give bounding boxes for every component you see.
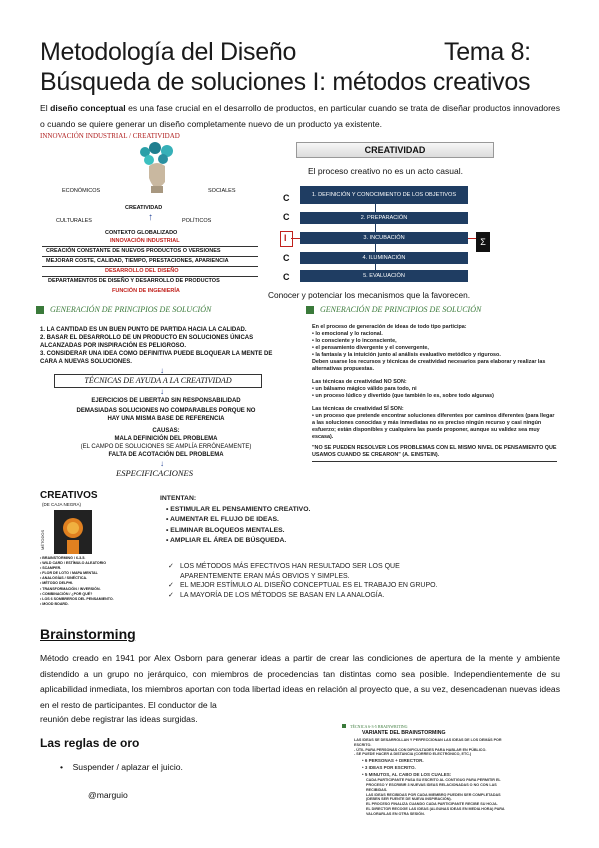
si-text: un proceso que pretende encontrar soluciones diferentes por caminos diferentes (para llegar a las soluciones conocidas y más inmediatas no es preciso ningún recurso y casi ningún esfuerzo; están disponibles y cualquiera las puede proponer, aunque su validez sea muy escasa). [312,413,555,440]
intentan-item: • AUMENTAR EL FLUJO DE IDEAS. [166,516,279,523]
intentan-title: INTENTAN: [160,495,197,502]
label-funcion: FUNCIÓN DE INGENIERÍA [112,288,180,294]
label-especificaciones: ESPECIFICACIONES [116,468,193,478]
brainwriting-text: LAS IDEAS SE DESARROLLAN Y PERFECCIONAN LAS IDEAS DE LOS DEMÁS POR ESCRITO. - ÚTIL PARA PERSONAS CON DIFICULTADES PARA HABLAR EN PÚBLICO. - SE PUEDE HACER A DISTANCIA (CORREO ELECTRÓNICO, ETC.) • 6 PERSONAS + DIRECTOR. • 3 IDEAS POR ESCRITO. • 5 MINUTOS, AL CABO DE LOS CUALES: CADA PARTICIPANTE PASA SU ESCRITO AL CONTIGUO PARA PERMITIR EL PROCESO Y ESCRIBIR 3 NUEVAS IDEAS RELACIONADAS O NO CON LAS RECIBIDAS. LAS IDEAS RECIBIDAS POR CADA MIEMBRO PUEDEN SER COMPLETADAS (DEBEN SER FUENTE DE NUEVA INSPIRACIÓN). EL PROCESO FINALIZA CUANDO CADA PARTICIPANTE RECIBE SU HOJA. EL DIRECTOR RECOGE LAS IDEAS (ALGUNAS IDEAS EN MEDIA HORA) PARA VALORARLAS EN OTRA SESIÓN. [354,738,514,817]
brainwriting-box [340,724,520,842]
principles-list [40,326,290,366]
intro-rest: es una fase crucial en el desarrollo de productos, en particular cuando se trata de diseñar productos innovadores o cuando se quiere generar un diseño completamente nuevo de un producto ya existente. [40,103,561,129]
step-letter-2: C [283,212,290,222]
green-marker [306,306,314,314]
step-letter-3: I [284,233,287,243]
methods-item: • MOOD BOARD. [40,601,69,606]
methods-item: • ANALOGÍAS / SINÉCTICA. [40,576,88,581]
methods-item-text: FLOR DE LOTO / MAPA MENTAL [42,571,98,576]
page-title-line1: Metodología del Diseño [40,38,297,66]
methods-item: • BRAINSTORMING / 6-3-5. [40,556,86,560]
label-demasiadas: DEMASIADAS SOLUCIONES NO COMPARABLES PORQUE NO HAY UNA MISMA BASE DE REFERENCIA [76,408,256,422]
methods-side-label: MÉTODOS [40,529,45,550]
intentan-item: • AMPLIAR EL ÁREA DE BÚSQUEDA. [166,537,287,544]
conclusion-item [168,581,568,591]
generation-bullet-text: lo consciente y lo inconsciente, [315,338,397,344]
conclusion-text: LOS MÉTODOS MÁS EFECTIVOS HAN RESULTADO SER LOS QUE APARENTEMENTE ERAN MÁS OBVIOS Y SIMPLES. [180,563,400,580]
brainwriting-line: LAS IDEAS RECIBIDAS POR CADA MIEMBRO PUEDEN SER COMPLETADAS (DEBEN SER FUENTE DE NUEVA INSPIRACIÓN). [366,792,501,802]
creativos-subtitle: (DE CAJA NEGRA) [42,502,82,507]
step-letter-5: C [283,272,290,282]
incubation-pointer-line [291,238,300,239]
si-label: Las técnicas de creatividad SÍ SON: [312,406,404,412]
noson-text: un proceso lúdico y divertido (que también lo es, sobre todo algunas) [315,393,494,399]
generation-bullet: • lo consciente y lo inconsciente, [312,338,397,344]
label-campo: (EL CAMPO DE SOLUCIONES SE AMPLÍA ERRÓNEAMENTE) [80,444,252,450]
methods-item-text: ANALOGÍAS / SINÉCTICA. [42,576,88,581]
label-innovacion: INNOVACIÓN INDUSTRIAL [110,238,180,244]
label-politicos: POLÍTICOS [182,218,212,224]
label-desarrollo: DESARROLLO DEL DISEÑO [105,268,179,274]
intentan-item-text: ELIMINAR BLOQUEOS MENTALES. [170,526,285,534]
methods-item-text: BRAINSTORMING / 6-3-5. [42,556,86,560]
intentan-item-text: AMPLIAR EL ÁREA DE BÚSQUEDA. [170,537,287,544]
methods-item-text: COMBINACIÓN / ¿POR QUÉ? [42,591,93,596]
check-icon: ✓ [168,563,174,570]
intentan-item-text: AUMENTAR EL FLUJO DE IDEAS. [170,516,279,523]
brainstorming-paragraph-end: reunión debe registrar las ideas surgidas. [40,714,198,724]
intentan-item-text: ESTIMULAR EL PENSAMIENTO CREATIVO. [170,505,311,513]
quote-author: (A. EINSTEIN). [402,452,440,458]
intro-paragraph [40,100,560,132]
intro-lead: El [40,103,51,113]
intentan-item: • ESTIMULAR EL PENSAMIENTO CREATIVO. [166,505,311,513]
principle-2: 2. BASAR EL DESARROLLO DE UN PRODUCTO EN SOLUCIONES ÚNICAS ALCANZADAS POR INSPIRACIÓN ES PELIGROSO. [40,335,254,349]
einstein-quote [312,445,557,462]
methods-item: • TRANSFORMACIÓN / INVERSIÓN. [40,586,101,591]
principle-3: 3. CONSIDERAR UNA IDEA COMO DEFINITIVA PUEDE BLOQUEAR LA MENTE DE CARA A NUEVAS SOLUCIONES. [40,351,273,365]
divider [42,246,258,247]
principle-1: 1. LA CANTIDAD ES UN BUEN PUNTO DE PARTIDA HACIA LA CALIDAD. [40,327,247,333]
noson-label: Las técnicas de creatividad NO SON: [312,379,407,385]
brainwriting-line: 5 MINUTOS, AL CABO DE LOS CUALES: [364,772,452,778]
generation-text [312,324,557,462]
creativos-title: CREATIVOS [40,490,98,501]
brainstorming-heading: Brainstorming [40,626,136,642]
brainwriting-tag: TÉCNICA 6-3-5 BRAINWRITING [350,724,408,729]
intentan-box [160,494,400,547]
brainwriting-line: EL DIRECTOR RECOGE LAS IDEAS (ALGUNAS IDEAS EN MEDIA HORA) PARA VALORARLAS EN OTRA SESIÓN. [366,806,505,816]
noson-bullet: • un proceso lúdico y divertido (que también lo es, sobre todo algunas) [312,393,494,399]
generation-bullet: • lo emocional y lo racional. [312,331,383,337]
creativity-footer: Conocer y potenciar los mecanismos que la favorecen. [268,290,470,300]
step-preparacion: 2. PREPARACIÓN [300,212,468,224]
rule-text: Suspender / aplazar el juicio. [72,762,183,772]
step-incubacion: 3. INCUBACIÓN [300,232,468,244]
brainstorming-paragraph: Método creado en 1941 por Alex Osborn para generar ideas a partir de crear las condiciones de apertura de la mente y ambiente distendido a un grupo no jerárquico, con miembros de procedencias tan distintas como sea posible. Independientemente de su aplicabilidad inmediata, los miembros aportan con toda libertad ideas en relación al proyecto que, a su vez, desencadenan nuevas ideas en el resto de participantes. El conductor de la [40,653,560,710]
label-departamentos: DEPARTAMENTOS DE DISEÑO Y DESARROLLO DE PRODUCTOS [48,278,220,284]
methods-item-text: TRANSFORMACIÓN / INVERSIÓN. [42,586,101,591]
label-causas: CAUSAS: [152,428,180,434]
methods-item-text: SCAMPER. [42,566,62,571]
generation-bullet-text: lo emocional y lo racional. [315,331,383,337]
conclusion-text: LA MAYORÍA DE LOS MÉTODOS SE BASAN EN LA ANALOGÍA. [180,591,385,599]
divider [42,276,258,277]
generation-bullet: • el pensamiento divergente y el convergente, [312,345,429,351]
down-arrow-icon: ↓ [160,366,164,375]
innovation-diagram-title: INNOVACIÓN INDUSTRIAL / CREATIVIDAD [40,132,180,140]
incubation-pointer-line-right [468,238,476,239]
noson-text: un bálsamo mágico válido para todo, ni [315,386,417,392]
label-economicos: ECONÓMICOS [62,188,101,194]
generation-bullet-text: el pensamiento divergente y el convergente, [315,345,429,351]
step-letter-1: C [283,193,290,203]
page-title-line2: Búsqueda de soluciones I: métodos creativos [40,68,531,96]
label-sociales: SOCIALES [208,188,236,194]
innovation-diagram [40,132,262,304]
conclusion-item [168,591,568,601]
step-letter-4: C [283,253,290,263]
conclusions-box [168,562,568,600]
brainwriting-line: SE PUEDE HACER A DISTANCIA (CORREO ELECTRÓNICO, ETC.) [356,752,472,757]
up-arrow-icon: ↑ [148,212,153,223]
label-creacion: CREACIÓN CONSTANTE DE NUEVOS PRODUCTOS O VERSIONES [46,248,221,254]
methods-item-text: MOOD BOARD. [42,601,69,606]
creative-methods-box [40,490,144,608]
methods-item-text: WILD CARD / ESTÍMULO ALEATORIO [42,561,107,566]
methods-item-text: MÉTODO DELPHI. [42,581,74,586]
intro-bold-term: diseño conceptual [50,103,126,113]
methods-item: • LOS 6 SOMBREROS DEL PENSAMIENTO. [40,596,114,601]
methods-item: • COMBINACIÓN / ¿POR QUÉ? [40,591,93,596]
generation-bullet-text: la fantasía y la intuición junto al análisis evaluativo metódico y riguroso. [315,352,501,358]
creative-head-image [135,142,179,194]
conclusion-text: EL MEJOR ESTÍMULO AL DISEÑO CONCEPTUAL ES EL TRABAJO EN GRUPO. [180,582,438,589]
divider [42,256,258,257]
label-falta: FALTA DE ACOTACIÓN DEL PROBLEMA [108,452,224,458]
section-title: GENERACIÓN DE PRINCIPIOS DE SOLUCIÓN [50,305,212,314]
generation-principles-right [306,304,570,484]
green-marker [36,306,44,314]
brainwriting-title: VARIANTE DEL BRAINSTORMING [362,730,446,736]
rule-bullet: • Suspender / aplazar el juicio. [60,762,183,772]
methods-item: • SCAMPER. [40,566,62,571]
topic-number: Tema 8: [444,38,531,66]
divider [42,266,258,267]
si-bullet: • un proceso que pretende encontrar soluciones diferentes por caminos diferentes (para llegar a las soluciones conocidas y más inmediatas no es preciso ningún recurso y casi ningún esfuerzo; están disponibles y cualquiera las puede proponer, aunque su validez sea muy escasa). [312,413,555,440]
generation-principles-left [36,304,298,482]
methods-item: • MÉTODO DELPHI. [40,581,74,586]
label-contexto: CONTEXTO GLOBALIZADO [105,230,178,236]
step-definicion: 1. DEFINICIÓN Y CONOCIMIENTO DE LOS OBJETIVOS [300,186,468,204]
black-box-head-image [54,510,92,554]
label-creatividad: CREATIVIDAD [125,205,163,211]
rules-heading: Las reglas de oro [40,736,140,750]
methods-item: • FLOR DE LOTO / MAPA MENTAL [40,571,98,576]
generation-bullet: • la fantasía y la intuición junto al análisis evaluativo metódico y riguroso. [312,352,501,358]
generation-intro: En el proceso de generación de ideas de todo tipo participa: [312,324,467,330]
check-icon: ✓ [168,591,174,599]
methods-item-text: LOS 6 SOMBREROS DEL PENSAMIENTO. [42,596,114,601]
green-marker [342,724,346,728]
brainwriting-line: 6 PERSONAS + DIRECTOR. [364,758,424,764]
conclusion-item [168,562,568,581]
quote-text: "NO SE PUEDEN RESOLVER LOS PROBLEMAS CON EL MISMO NIVEL DE PENSAMIENTO QUE USAMOS CUANDO SE CREARON" [312,445,557,458]
check-icon: ✓ [168,582,174,589]
generation-resources: Deben usarse los recursos y técnicas de creatividad necesarios para elaborar y realizar las alternativas propuestas. [312,359,546,372]
label-culturales: CULTURALES [56,218,92,224]
sigma-logo-icon: Σ [476,232,490,252]
brainwriting-line: CADA PARTICIPANTE PASA SU ESCRITO AL CONTIGUO PARA PERMITIR EL PROCESO Y ESCRIBIR 3 NUEVAS IDEAS RELACIONADAS O NO CON LAS RECIBIDAS. [366,778,501,792]
section-title: GENERACIÓN DE PRINCIPIOS DE SOLUCIÓN [320,305,482,314]
methods-item: • WILD CARD / ESTÍMULO ALEATORIO [40,561,107,566]
creativity-title-box: CREATIVIDAD [296,142,494,158]
brainwriting-line: 3 IDEAS POR ESCRITO. [364,765,416,771]
creativity-subtitle: El proceso creativo no es un acto casual. [308,166,463,176]
label-mala-definicion: MALA DEFINICIÓN DEL PROBLEMA [114,436,218,442]
down-arrow-icon: ↓ [160,459,164,468]
brainwriting-line: LAS IDEAS SE DESARROLLAN Y PERFECCIONAN LAS IDEAS DE LOS DEMÁS POR ESCRITO. [354,738,502,747]
down-arrow-icon: ↓ [160,387,164,396]
brainwriting-line: ÚTIL PARA PERSONAS CON DIFICULTADES PARA HABLAR EN PÚBLICO. [356,747,487,752]
step-iluminacion: 4. ILUMINACIÓN [300,252,468,264]
noson-bullet: • un bálsamo mágico válido para todo, ni [312,386,417,392]
label-mejorar: MEJORAR COSTE, CALIDAD, TIEMPO, PRESTACIONES, APARIENCIA [46,258,229,264]
methods-list [40,556,114,607]
label-ejercicios: EJERCICIOS DE LIBERTAD SIN RESPONSABILIDAD [91,398,241,404]
author-handle: @marguio [88,790,128,800]
techniques-box: TÉCNICAS DE AYUDA A LA CREATIVIDAD [54,374,262,388]
step-evaluacion: 5. EVALUACIÓN [300,270,468,282]
brainwriting-line: EL PROCESO FINALIZA CUANDO CADA PARTICIPANTE RECIBE SU HOJA. [366,802,498,807]
intentan-item: • ELIMINAR BLOQUEOS MENTALES. [166,526,285,534]
